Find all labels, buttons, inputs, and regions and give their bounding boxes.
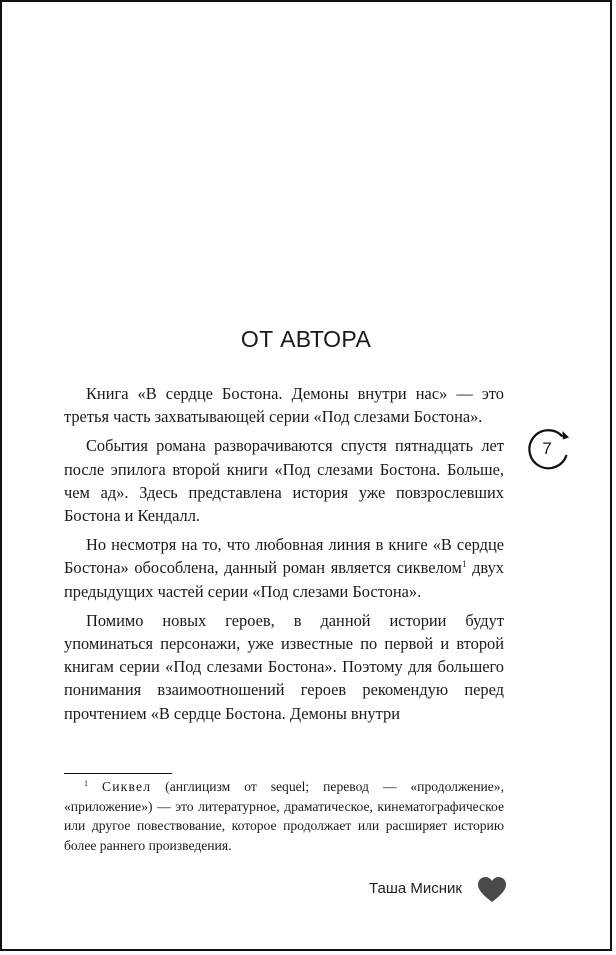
author-name: Таша Мисник (369, 880, 462, 897)
paragraph-2: События романа разворачиваются спустя пятнадцать лет после эпилога второй книги «Под слезами Бостона. Больше, чем ад». Здесь представлена история уже повзрослевших Бостона и Кендалл. (64, 436, 504, 526)
page-number-marker (526, 427, 572, 473)
paragraph-3-end: двух предыдущих частей серии «Под слезами Бостона». (64, 558, 504, 601)
footnote-term: Сиквел (101, 779, 152, 794)
paragraph-4: Помимо новых героев, в данной истории будут упоминаться персонажи, уже известные по первой и второй книгам серии «Под слезами Бостона». Поэтому для большего понимания взаимоотношений героев рекомендую перед прочтением «В сердце Бостона. Демоны внутри (64, 610, 504, 723)
chapter-title: ОТ АВТОРА (240, 326, 372, 352)
footnote-text: (англицизм от sequel; перевод — «продолжение», «приложение») — это литературное, драматическое, кинематографическое или другое повествование, которое продолжает или расширяет историю более раннего произведения. (64, 779, 504, 853)
footnote-divider (64, 773, 172, 774)
paragraph-1: Книга «В сердце Бостона. Демоны внутри нас» — это третья часть захватывающей серии «Под слезами Бостона». (64, 384, 504, 427)
page-number: 7 (542, 439, 552, 458)
heart-icon (478, 877, 506, 903)
paragraph-3 (64, 533, 504, 603)
paragraph-3-start: Но несмотря на то, что любовная линия в книге «В сердце Бостона» обособлена, данный роман является сиквелом (64, 535, 504, 578)
footnote-mark: 1 (84, 779, 88, 788)
body-text (64, 382, 504, 725)
footnote-reference[interactable]: 1 (461, 559, 467, 570)
footnote (64, 777, 504, 855)
